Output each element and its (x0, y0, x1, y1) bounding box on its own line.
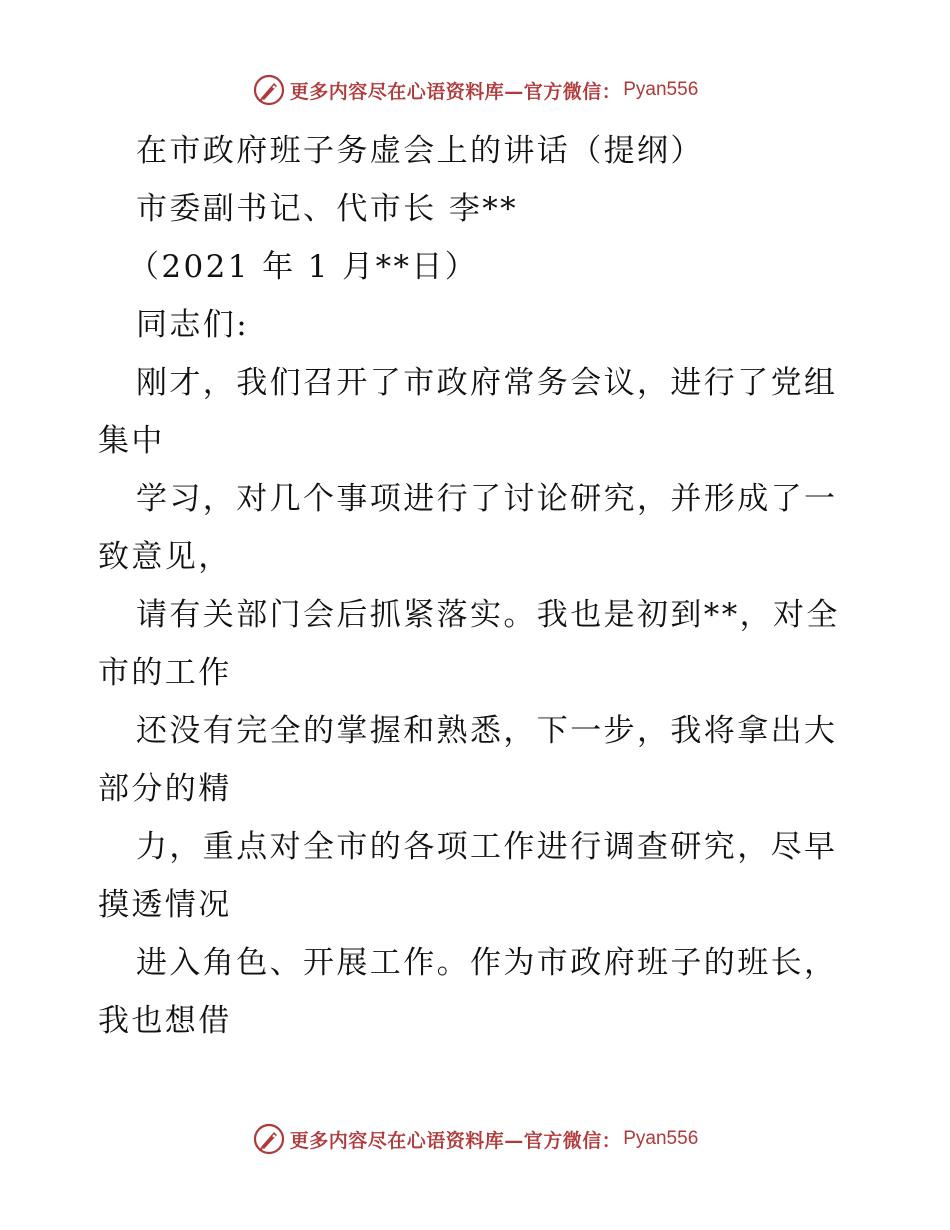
paragraph-line: 还没有完全的掌握和熟悉，下一步，我将拿出大 (136, 713, 838, 749)
watermark-wechat-id: Pyan556 (623, 79, 699, 100)
paragraph-line: 市的工作 (98, 655, 232, 691)
paragraph-line: 我也想借 (98, 1003, 232, 1039)
salutation: 同志们: (136, 307, 250, 343)
paragraph-line: 学习，对几个事项进行了讨论研究，并形成了一 (136, 481, 838, 517)
footer-watermark (0, 1119, 950, 1159)
paragraph-line: 部分的精 (98, 771, 232, 807)
fountain-pen-icon (252, 73, 286, 107)
document-body (0, 122, 950, 1050)
paragraph-line: 请有关部门会后抓紧落实。我也是初到**，对全 (136, 597, 840, 633)
speaker-line: 市委副书记、代市长 李** (136, 191, 519, 227)
document-title: 在市政府班子务虚会上的讲话（提纲） (136, 133, 704, 169)
header-watermark (0, 70, 950, 110)
paragraph-line: 进入角色、开展工作。作为市政府班子的班长， (136, 945, 838, 981)
date-line: （2021 年 1 月**日） (128, 249, 479, 285)
watermark-text: 更多内容尽在心语资料库—官方微信： (289, 1129, 622, 1152)
watermark-wechat-id: Pyan556 (623, 1128, 699, 1149)
watermark-text: 更多内容尽在心语资料库—官方微信： (289, 80, 622, 103)
paragraph-line: 致意见， (98, 539, 232, 575)
paragraph-line: 刚才，我们召开了市政府常务会议，进行了党组 (136, 365, 838, 401)
paragraph-line: 集中 (98, 423, 165, 459)
paragraph-line: 摸透情况 (98, 887, 232, 923)
paragraph-line: 力，重点对全市的各项工作进行调查研究，尽早 (136, 829, 838, 865)
fountain-pen-icon (252, 1122, 286, 1156)
